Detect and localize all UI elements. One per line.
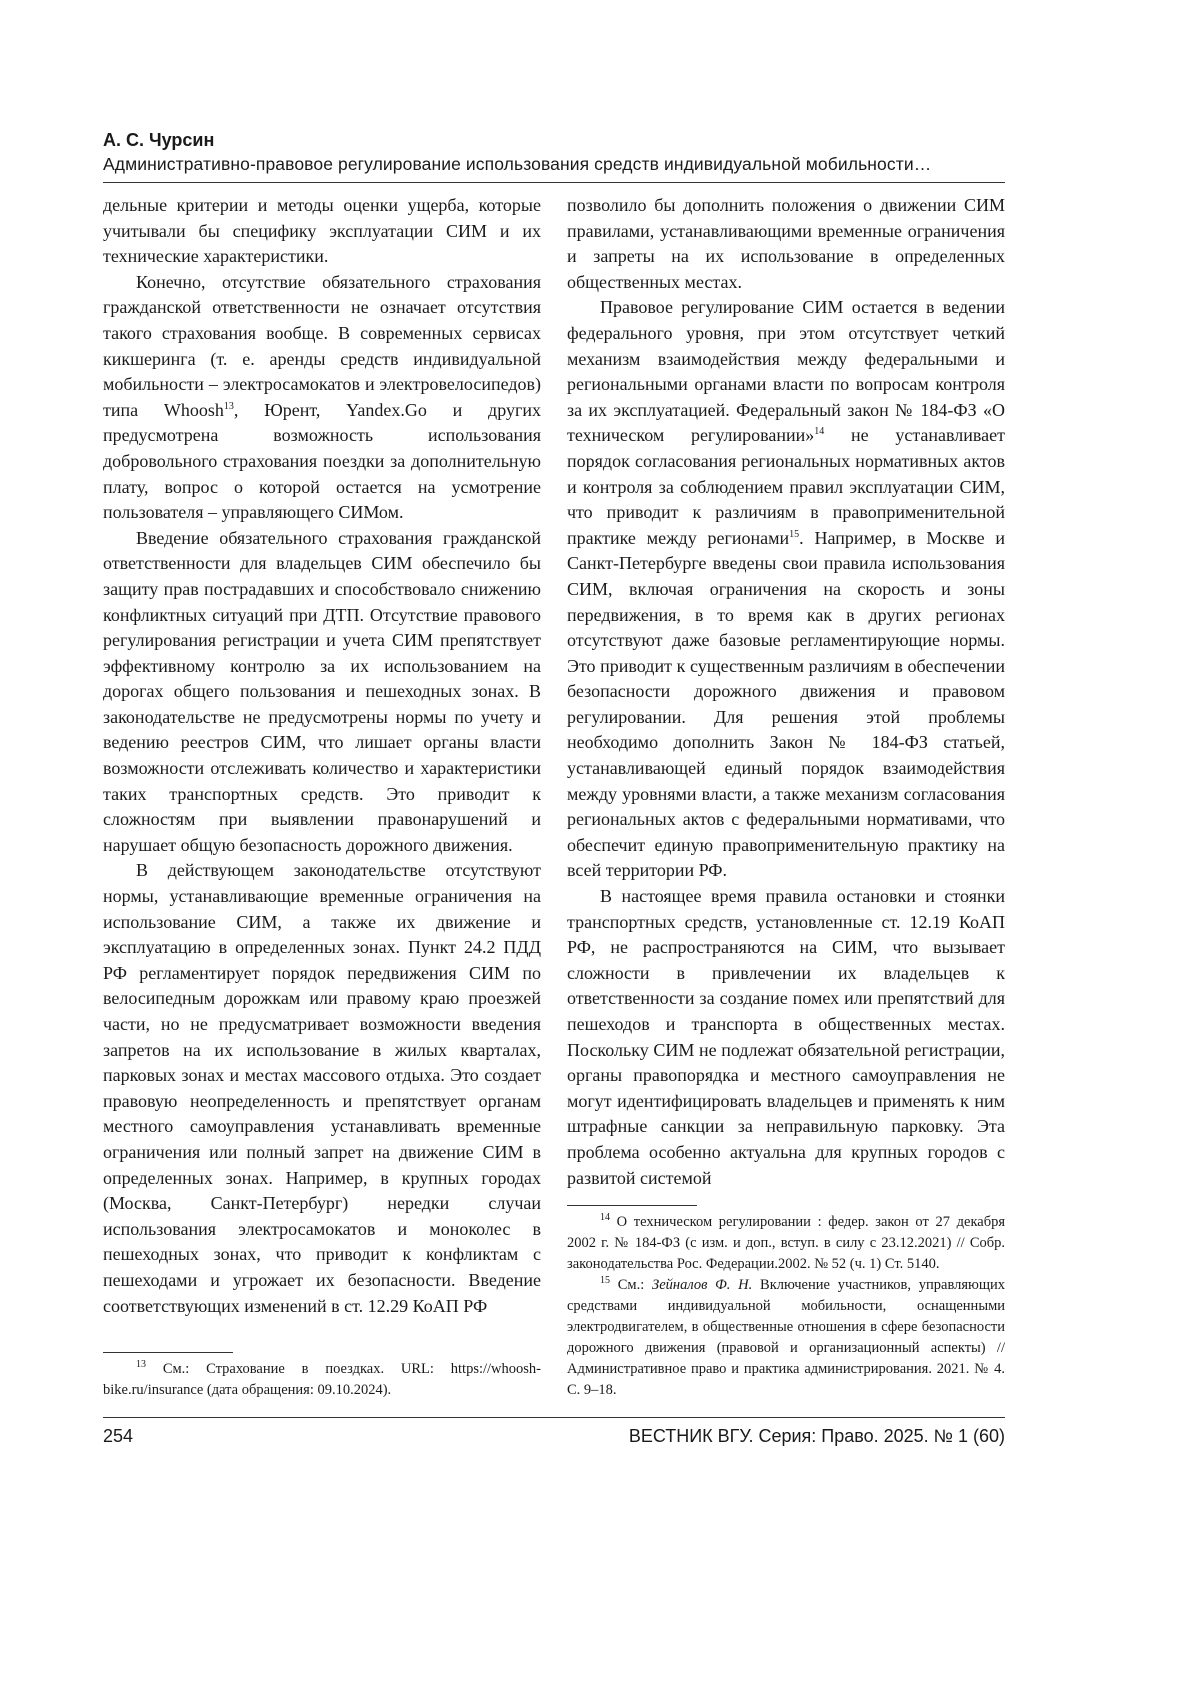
left-footnotes: [103, 1338, 541, 1401]
paragraph-text: Правовое регулирование СИМ остается в ведении федерального уровня, при этом отсутствует четкий механизм взаимодействия между федеральными и региональными органами власти по вопросам контроля за их эксплуатацией. Федеральный закон № 184-ФЗ «О техническом регулировании»: [567, 297, 1005, 445]
left-column: [103, 193, 541, 1401]
paragraph-text: , Юрент, Yandex.Go и других предусмотрена возможность использования добровольного страхования поездки за дополнительную плату, вопрос о которой остается на усмотрение пользователя – управляющего СИМом.: [103, 400, 541, 522]
footnote-ref: 13: [224, 401, 234, 412]
two-column-body: [103, 193, 1005, 1401]
page-number: 254: [103, 1424, 133, 1448]
paragraph-text: . Например, в Москве и Санкт-Петербурге введены свои правила использования СИМ, включая ограничения на скорость и зоны передвижения, в то время как в других регионах отсутствуют даже базовые регламентирующие нормы. Это приводит к существенным различиям в обеспечении безопасности дорожного движения и правовом регулировании. Для решения этой проблемы необходимо дополнить Закон № 184-ФЗ статьей, устанавливающей единый порядок взаимодействия между уровнями власти, а также механизм согласования региональных актов с федеральными нормативами, что обеспечит единую правоприменительную практику на всей территории РФ.: [567, 528, 1005, 881]
footnote-number: 13: [136, 1359, 146, 1370]
footnote-number: 15: [600, 1275, 610, 1286]
footnote-ref: 14: [814, 426, 824, 437]
paragraph: В настоящее время правила остановки и стоянки транспортных средств, установленные ст. 12.19 КоАП РФ, не распространяются на СИМ, что вызывает сложности в привлечении их владельцев к ответственности за создание помех или препятствий для пешеходов и транспорта в общественных местах. Поскольку СИМ не подлежат обязательной регистрации, органы правопорядка и местного самоуправления не могут идентифицировать владельцев и применять к ним штрафные санкции за неправильную парковку. Эта проблема особенно актуальна для крупных городов с развитой системой: [567, 884, 1005, 1191]
footnote-ref: 15: [789, 529, 799, 540]
page: [0, 0, 1200, 1488]
footnote-number: 14: [600, 1212, 610, 1223]
footnote-text: См.: Страхование в поездках. URL: https://whoosh-bike.ru/insurance (дата обращения: 09.10.2024).: [103, 1361, 541, 1398]
paragraph: позволило бы дополнить положения о движении СИМ правилами, устанавливающими временные ограничения и запреты на их использование в определенных общественных местах.: [567, 193, 1005, 295]
journal-name: ВЕСТНИК ВГУ. Серия: Право. 2025. № 1 (60): [629, 1424, 1005, 1448]
paragraph-text: Конечно, отсутствие обязательного страхования гражданской ответственности не означает отсутствия такого страхования вообще. В современных сервисах кикшеринга (т. е. аренды средств индивидуальной мобильности – электросамокатов и электровелосипедов) типа Whoosh: [103, 272, 541, 420]
page-footer: [103, 1417, 1005, 1448]
right-column: [567, 193, 1005, 1401]
footnote-text: Включение участников, управляющих средствами индивидуальной мобильности, оснащенными электродвигателем, в общественные отношения в сфере безопасности дорожного движения (правовой и организационный аспекты) // Административное право и практика администрирования. 2021. № 4. С. 9–18.: [567, 1277, 1005, 1398]
right-footnotes: [567, 1191, 1005, 1401]
article-title: Административно-правовое регулирование использования средств индивидуальной мобильности…: [103, 152, 1005, 176]
footnote-prefix: См.:: [618, 1277, 652, 1293]
footnote-15: [567, 1275, 1005, 1401]
author-name: А. С. Чурсин: [103, 128, 1005, 152]
footnote-13: [103, 1359, 541, 1401]
paragraph-text: не устанавливает порядок согласования региональных нормативных актов и контроля за соблюдением правил эксплуатации СИМ, что приводит к различиям в правоприменительной практике между регионами: [567, 425, 1005, 547]
paragraph: Введение обязательного страхования гражданской ответственности для владельцев СИМ обеспечило бы защиту прав пострадавших и способствовало снижению конфликтных ситуаций при ДТП. Отсутствие правового регулирования регистрации и учета СИМ препятствует эффективному контролю за их использованием на дорогах общего пользования и пешеходных зонах. В законодательстве не предусмотрены нормы по учету и ведению реестров СИМ, что лишает органы власти возможности отслеживать количество и характеристики таких транспортных средств. Это приводит к сложностям при выявлении правонарушений и нарушает общую безопасность дорожного движения.: [103, 526, 541, 859]
footnote-14: [567, 1212, 1005, 1275]
footnote-author: Зейналов Ф. Н.: [652, 1277, 752, 1293]
paragraph: дельные критерии и методы оценки ущерба, которые учитывали бы специфику эксплуатации СИМ и их технические характеристики.: [103, 193, 541, 270]
footnote-rule: [567, 1205, 697, 1206]
paragraph: [103, 270, 541, 526]
paragraph: В действующем законодательстве отсутствуют нормы, устанавливающие временные ограничения на использование СИМ, а также их движение и эксплуатацию в определенных зонах. Пункт 24.2 ПДД РФ регламентирует порядок передвижения СИМ по велосипедным дорожкам или правому краю проезжей части, но не предусматривает возможности введения запретов на их использование в жилых кварталах, парковых зонах и местах массового отдыха. Это создает правовую неопределенность и препятствует органам местного самоуправления устанавливать временные ограничения или полный запрет на движение СИМ в определенных зонах. Например, в крупных городах (Москва, Санкт-Петербург) нередки случаи использования электросамокатов и моноколес в пешеходных зонах, что приводит к конфликтам с пешеходами и угрожает их безопасности. Введение соответствующих изменений в ст. 12.29 КоАП РФ: [103, 858, 541, 1319]
footnote-rule: [103, 1352, 233, 1353]
footnote-text: О техническом регулировании : федер. закон от 27 декабря 2002 г. № 184-ФЗ (с изм. и доп., вступ. в силу с 23.12.2021) // Собр. законодательства Рос. Федерации.2002. № 52 (ч. 1) Ст. 5140.: [567, 1214, 1005, 1272]
paragraph: [567, 295, 1005, 884]
running-header: [103, 128, 1005, 183]
